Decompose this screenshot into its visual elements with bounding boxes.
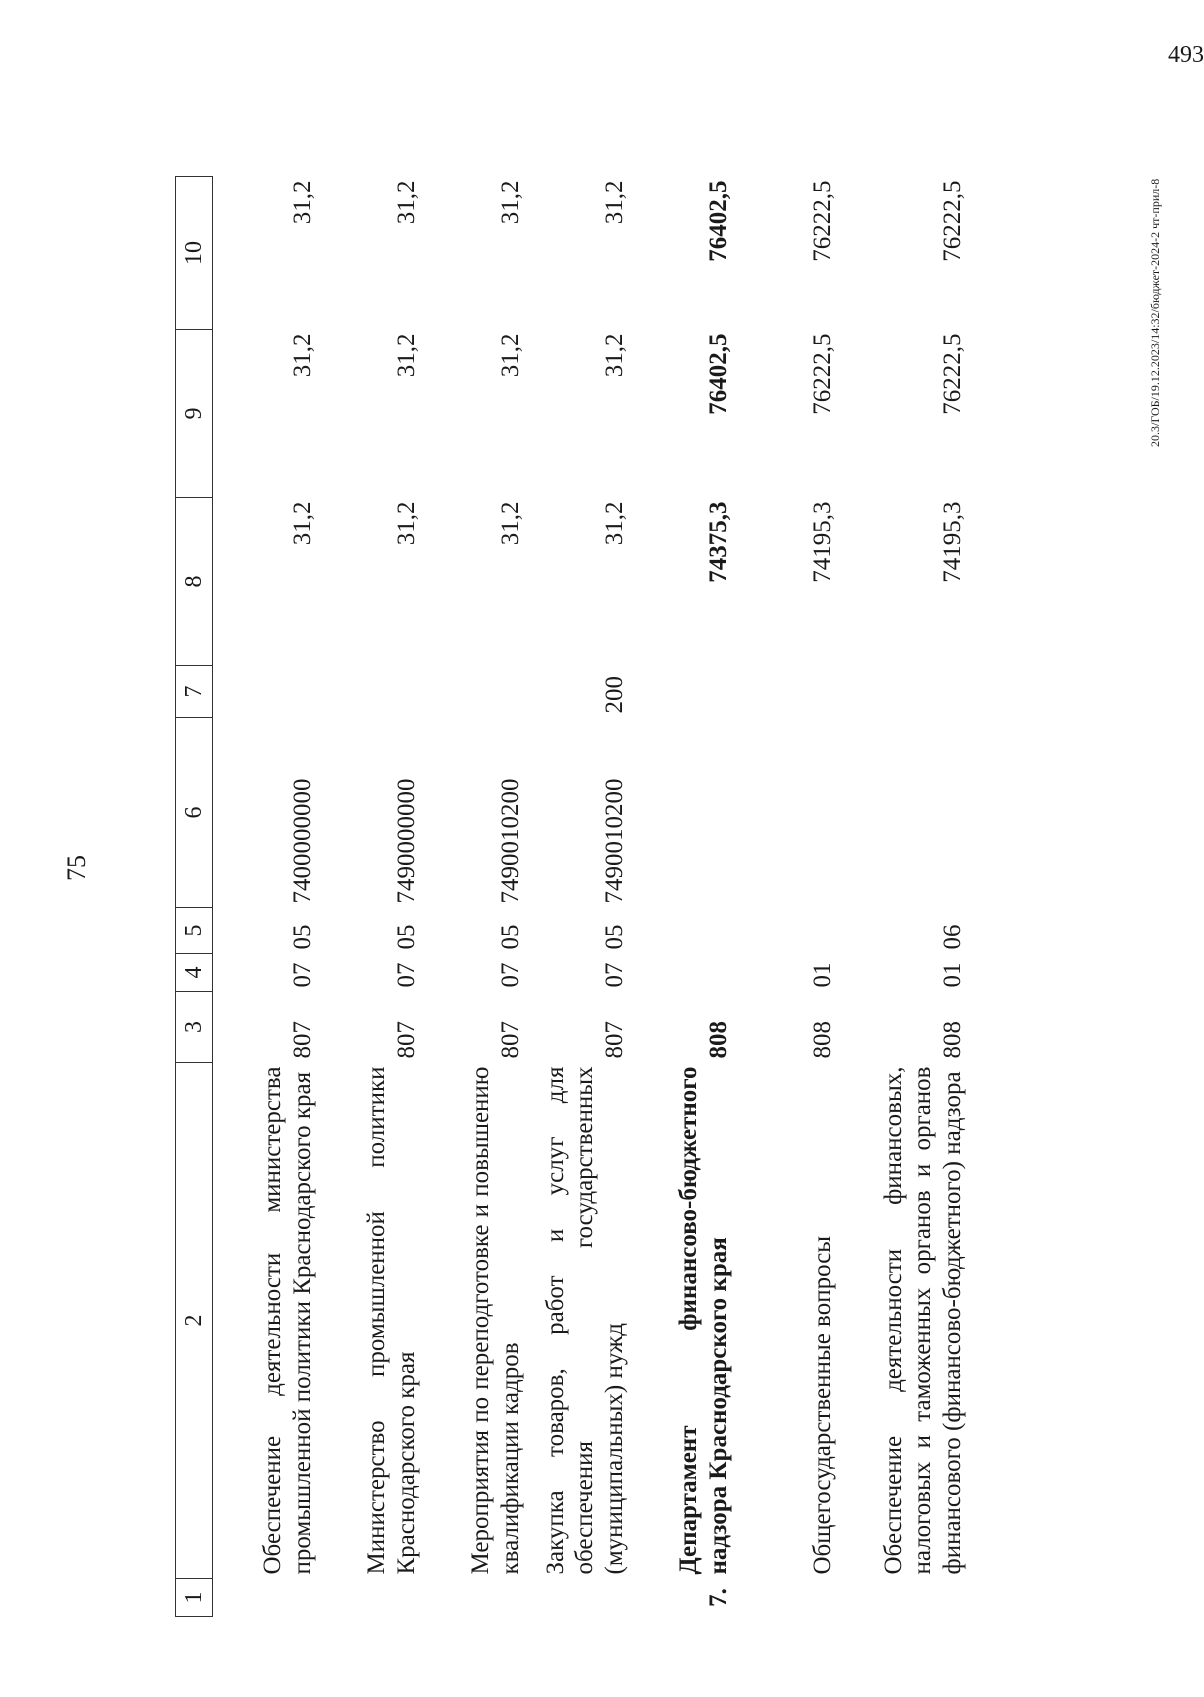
row-name: Общегосударственные вопросы bbox=[808, 1235, 836, 1575]
cell-amount-col9: 76222,5 bbox=[808, 333, 836, 415]
cell-csr bbox=[629, 718, 733, 908]
cell-rz: 01 bbox=[808, 962, 836, 988]
cell-csr: 7490010200 bbox=[600, 778, 628, 904]
row-name: Обеспечение деятельности министерства промышленной политики Краснодарского края bbox=[259, 1066, 316, 1575]
row-number bbox=[525, 1579, 629, 1617]
cell-amount-col10: 76402,5 bbox=[704, 180, 732, 262]
row-number bbox=[421, 1579, 525, 1617]
cell-ved: 808 bbox=[808, 1021, 836, 1059]
cell-amount-col8: 74375,3 bbox=[704, 501, 732, 583]
table-row bbox=[733, 177, 837, 1617]
cell-amount-col9: 31,2 bbox=[600, 333, 628, 378]
row-name: Мероприятия по переподготовке и повышению квалификации кадров bbox=[467, 1066, 524, 1575]
cell-ved: 807 bbox=[392, 1021, 420, 1059]
row-number bbox=[213, 1579, 318, 1617]
cell-vr bbox=[421, 666, 525, 718]
col-header-2: 2 bbox=[176, 1063, 213, 1579]
col-header-9: 9 bbox=[176, 330, 213, 498]
cell-amount-col9: 31,2 bbox=[392, 333, 420, 378]
col-header-5: 5 bbox=[176, 908, 213, 954]
cell-amount-col10: 31,2 bbox=[288, 180, 316, 225]
cell-amount-col9: 31,2 bbox=[496, 333, 524, 378]
cell-csr bbox=[733, 718, 837, 908]
cell-amount-col10: 31,2 bbox=[600, 180, 628, 225]
cell-ved: 807 bbox=[600, 1021, 628, 1059]
cell-rz: 07 bbox=[288, 962, 316, 988]
cell-pr: 05 bbox=[600, 924, 628, 950]
cell-ved: 808 bbox=[938, 1021, 966, 1059]
cell-vr bbox=[629, 666, 733, 718]
col-header-4: 4 bbox=[176, 954, 213, 992]
cell-rz: 01 bbox=[938, 962, 966, 988]
table-header-row bbox=[176, 177, 213, 1617]
sheet-number: 493 bbox=[1168, 42, 1204, 68]
table-row bbox=[837, 177, 967, 1617]
cell-vr: 200 bbox=[600, 676, 628, 714]
cell-ved: 808 bbox=[704, 1021, 732, 1059]
col-header-3: 3 bbox=[176, 992, 213, 1063]
cell-rz: 07 bbox=[496, 962, 524, 988]
cell-vr bbox=[837, 666, 967, 718]
cell-pr: 05 bbox=[496, 924, 524, 950]
row-name: Министерство промышленной политики Краснодарского края bbox=[363, 1066, 420, 1575]
row-name: Закупка товаров, работ и услуг для обеспечения государственных (муниципальных) нужд bbox=[541, 1066, 628, 1575]
cell-amount-col10: 31,2 bbox=[496, 180, 524, 225]
table-row bbox=[213, 177, 318, 1617]
row-number: 7. bbox=[704, 1588, 732, 1607]
col-header-7: 7 bbox=[176, 666, 213, 718]
cell-amount-col10: 76222,5 bbox=[938, 180, 966, 262]
cell-pr: 05 bbox=[288, 924, 316, 950]
cell-pr bbox=[733, 908, 837, 954]
cell-csr: 7490000000 bbox=[392, 778, 420, 904]
cell-amount-col8: 31,2 bbox=[288, 501, 316, 546]
row-number bbox=[317, 1579, 421, 1617]
cell-csr: 7490010200 bbox=[496, 778, 524, 904]
cell-rz: 07 bbox=[600, 962, 628, 988]
cell-csr: 7400000000 bbox=[288, 778, 316, 904]
budget-table bbox=[175, 176, 967, 1617]
table-row bbox=[525, 177, 629, 1617]
cell-amount-col10: 31,2 bbox=[392, 180, 420, 225]
cell-vr bbox=[733, 666, 837, 718]
cell-amount-col8: 74195,3 bbox=[808, 501, 836, 583]
cell-rz: 07 bbox=[392, 962, 420, 988]
cell-amount-col9: 76222,5 bbox=[938, 333, 966, 415]
cell-amount-col9: 31,2 bbox=[288, 333, 316, 378]
cell-amount-col9: 76402,5 bbox=[704, 333, 732, 415]
table-row-department bbox=[629, 177, 733, 1617]
col-header-8: 8 bbox=[176, 498, 213, 666]
row-number bbox=[837, 1579, 967, 1617]
col-header-1: 1 bbox=[176, 1579, 213, 1617]
cell-vr bbox=[213, 666, 318, 718]
cell-pr: 06 bbox=[938, 924, 966, 950]
col-header-6: 6 bbox=[176, 718, 213, 908]
cell-amount-col8: 74195,3 bbox=[938, 501, 966, 583]
cell-ved: 807 bbox=[288, 1021, 316, 1059]
cell-ved: 807 bbox=[496, 1021, 524, 1059]
page-number: 75 bbox=[62, 855, 91, 881]
row-name: Департамент финансово-бюджетного надзора Краснодарского края bbox=[675, 1066, 732, 1575]
table-row bbox=[317, 177, 421, 1617]
table-row bbox=[421, 177, 525, 1617]
cell-pr bbox=[629, 908, 733, 954]
cell-vr bbox=[317, 666, 421, 718]
row-number bbox=[733, 1579, 837, 1617]
cell-pr: 05 bbox=[392, 924, 420, 950]
document-footer-code: 20.3/ГОБ/19.12.2023/14:32/бюджет-2024-2 чт-прил-8 bbox=[1148, 178, 1162, 447]
cell-amount-col10: 76222,5 bbox=[808, 180, 836, 262]
cell-amount-col8: 31,2 bbox=[600, 501, 628, 546]
cell-csr bbox=[837, 718, 967, 908]
col-header-10: 10 bbox=[176, 177, 213, 330]
cell-amount-col8: 31,2 bbox=[392, 501, 420, 546]
cell-rz bbox=[629, 954, 733, 992]
row-name: Обеспечение деятельности финансовых, налоговых и таможенных органов и органов финансового (финансово-бюджетного) надзора bbox=[879, 1066, 966, 1575]
cell-amount-col8: 31,2 bbox=[496, 501, 524, 546]
